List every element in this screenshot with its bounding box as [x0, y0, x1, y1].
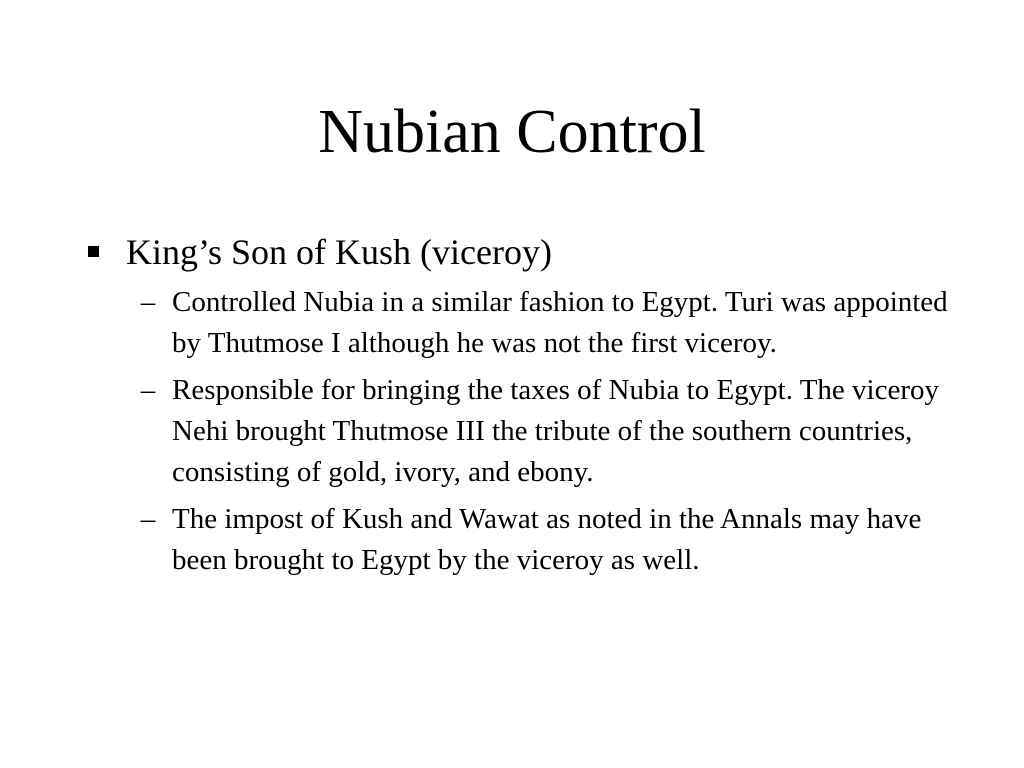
bullet-text: King’s Son of Kush (viceroy): [126, 232, 552, 272]
slide-title: Nubian Control: [318, 98, 706, 166]
sub-bullet-text: The impost of Kush and Wawat as noted in the Annals may have been brought to Egypt by the viceroy as well.: [172, 503, 922, 576]
square-bullet-icon: [88, 246, 99, 257]
dash-marker: –: [140, 503, 156, 535]
sub-bullet-item: [86, 282, 966, 364]
bullet-item: [86, 228, 966, 276]
sub-bullet-text: Controlled Nubia in a similar fashion to Egypt. Turi was appointed by Thutmose I although he was not the first viceroy.: [172, 286, 948, 359]
sub-bullet-item: [86, 499, 966, 581]
dash-marker: –: [140, 374, 156, 406]
sub-bullet-item: [86, 370, 966, 493]
slide-body: [86, 228, 966, 587]
dash-marker: –: [140, 286, 156, 318]
sub-bullet-text: Responsible for bringing the taxes of Nubia to Egypt. The viceroy Nehi brought Thutmose III the tribute of the southern countries, consisting of gold, ivory, and ebony.: [172, 374, 939, 488]
sub-bullet-list: [86, 282, 966, 581]
